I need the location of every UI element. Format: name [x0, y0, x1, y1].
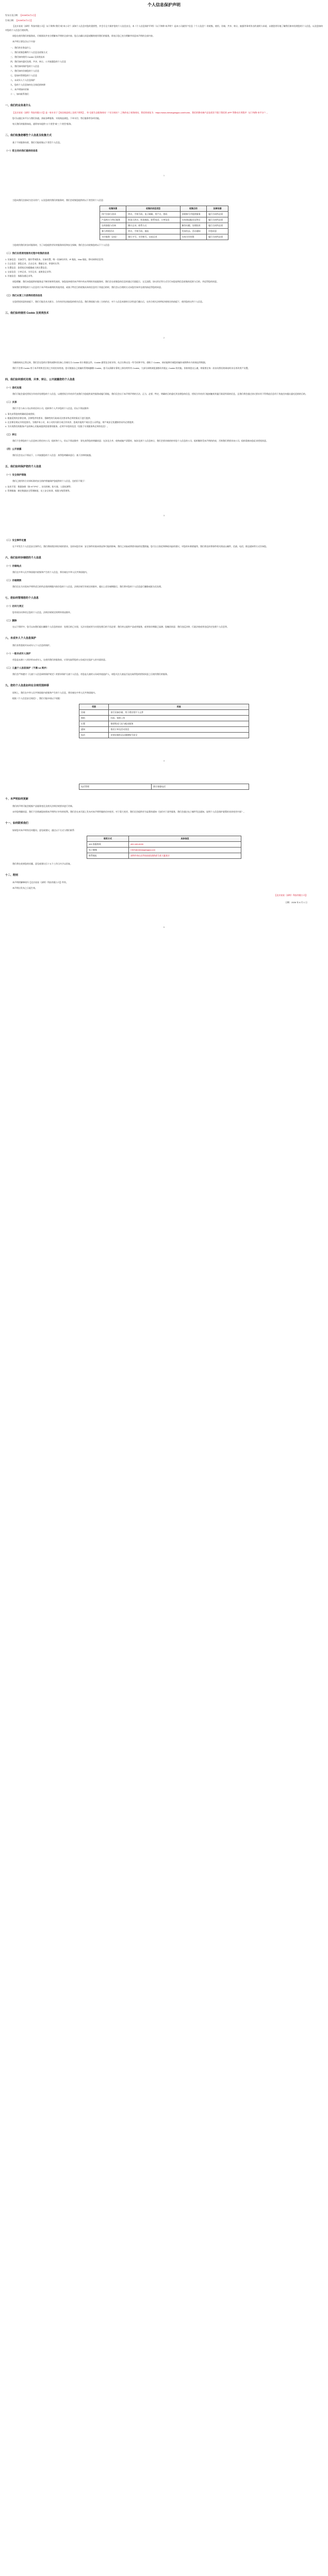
table-row	[79, 727, 249, 733]
table-cell: 经您同意	[207, 229, 228, 234]
section-heading: 八、未成年人个人信息保护	[5, 637, 37, 640]
table-cell: 履行合同所必需	[207, 212, 228, 217]
section-paragraph: 我们仅会在以下情况下，公开披露您的个人信息：获得您明确同意后；基于法律的披露。	[12, 454, 93, 456]
page-number: 2	[163, 336, 165, 339]
table-cell: 推送订单及活动消息	[109, 727, 249, 733]
toc-item[interactable]: 四、我们如何委托处理、共享、转让、公开披露您的个人信息	[10, 60, 66, 63]
toc-item[interactable]: 八、未成年人个人信息保护	[10, 79, 35, 81]
table-row	[87, 842, 241, 848]
table-cell: 收货人姓名、收货地址、联系电话、订单信息	[126, 217, 180, 223]
table-cell: 完成商品配送及售后	[180, 217, 206, 223]
permission-table-continued	[79, 784, 249, 790]
subsection-heading: （四）公开披露	[5, 448, 22, 450]
table-row	[100, 234, 228, 240]
page-number: 5	[163, 926, 165, 928]
table-row	[100, 229, 228, 234]
subsection-heading: （三）转让	[5, 433, 17, 436]
subsection-heading: （一）您主动向我们提供的信息	[5, 149, 38, 152]
table-cell: 产品购买与售后服务	[100, 217, 126, 223]
effective-value: 【2026年6月1日】	[15, 19, 33, 22]
toc-item[interactable]: 六、我们如何存储您的个人信息	[10, 70, 39, 72]
section-paragraph: 我们不会将您的个人信息转让给任何公司、组织和个人，但以下情况除外：事先获得您的明确同意；在涉及合并、收购或破产清算时，如涉及到个人信息转让，我们会要求新的持有您个人信息的公司、组织继续受本声明的约束，否则我们将要求该公司、组织重新向您征求授权同意。	[12, 439, 268, 442]
toc-item[interactable]: 九、您的个人信息如何在全球范围转移	[10, 83, 45, 86]
subsection-heading: （一）委托处理	[5, 386, 22, 389]
section-heading: 三、我们如何使用 Cookie 及同类技术	[5, 312, 49, 315]
page-title: 个人信息保护声明	[147, 3, 181, 7]
section-paragraph: 我们的声明可能会根据产品服务变化及相关法律法规要求进行更新。	[12, 805, 74, 807]
section-heading: 十、本声明如何更新	[5, 798, 29, 801]
section-paragraph: 我们可能会委托授权合作伙伴处理您的个人信息，以便授权合作伙伴代表我们为您提供某些服务或履行职能。我们仅会出于本声明声明的合法、正当、必要、特定、明确的目的委托其处理您的信息，授权合作伙伴只能接触到其履行职责所需的信息，且我们将会通过协议要求其不得将此信息用于其他任何超出委托范围的目的。	[12, 393, 307, 395]
table-cell: 在线客服与咨询	[100, 223, 126, 229]
section-paragraph: 我们不会与本公司以外的任何公司、组织和个人共享您的个人信息，但以下情况除外：	[12, 407, 91, 410]
table-row	[79, 710, 249, 716]
document-page	[0, 3, 328, 929]
table-cell: 推荐附近门店与配送服务	[109, 721, 249, 727]
section-paragraph: 当您使用我们的各项服务时，为了向您提供更好的服务体验和安全保障，我们会自动收集您的以下个人信息：	[12, 244, 111, 246]
subsection-heading: （二）我们在您使用服务过程中收集的信息	[5, 252, 50, 255]
page-number: 1	[163, 174, 165, 177]
table-row	[100, 212, 228, 217]
permission-table	[79, 704, 249, 738]
list-item: 5. 其他信息：客服沟通记录等。	[5, 275, 35, 277]
section-paragraph: 原则上，我们在中华人民共和国境内收集和产生的个人信息，将存储在中华人民共和国境内。	[12, 691, 97, 694]
section-paragraph: 我们在中华人民共和国境内收集和产生的个人信息，将存储在中华人民共和国境内。	[12, 571, 89, 573]
section-paragraph: 本声明的解释权归【北京星星（深圳）科技有限公司】所有。	[12, 881, 68, 884]
page-number: 4	[163, 759, 165, 762]
table-cell: 履行合同所必需	[207, 217, 228, 223]
subsection-heading: （一）安全保护措施	[5, 473, 26, 476]
table-row	[79, 733, 249, 738]
table-of-contents	[10, 46, 323, 96]
signature-company	[5, 893, 307, 897]
table-cell: 参与营销活动	[100, 229, 126, 234]
address-value: 深圳市南山区科技园某某路某号某大厦某层	[128, 853, 241, 859]
section-heading: 七、您如何管理您的个人信息	[5, 597, 39, 600]
table-cell: 相机	[79, 716, 109, 721]
section-paragraph: 【北京星星（深圳）科技有限公司】是一家专业于【家居商品线上及线下销售】，有“全面生态服务网站”（“官方网站”）之称的电子商务网站，我们的网址为：https://www.chewegiangsa.com/home，我们的移动端产品包括但不限于我们的 APP 等移动应用程序（以下统称“本平台”）。	[12, 111, 269, 114]
list-item: 1. 事先获得您的明确同意或授权；	[5, 413, 37, 415]
section-paragraph: 我们不会将 Cookie 用于本声明所述目的之外的任何用途。您可根据自己的偏好管理或删除 Cookie。您可以清除计算机上保存的所有 Cookie，大部分网络浏览器都设有阻止 Cookie 的功能。但如果您这么做，则需要在每一次访问我们的网站时亲自更改用户设置。	[12, 367, 250, 369]
table-cell: 电话	[79, 733, 109, 738]
section-paragraph: 我们仅在为实现本声明所述目的所必需的期限内保存您的个人信息，法律法规另有规定的除外。超出上述存储期限后，我们将对您的个人信息进行删除或匿名化处理。	[12, 585, 163, 588]
table-row	[100, 217, 228, 223]
section-heading: 九、您的个人信息如何在全球范围转移	[5, 684, 50, 687]
list-item: 4. 交易信息：订单记录、支付记录、退换货记录等；	[5, 270, 53, 273]
section-paragraph: 当您向我们注册成为会员用户，以及您使用我们的服务时，我们会收集您提供的以下类型的个人信息：	[12, 199, 105, 201]
table-header: 用途	[109, 704, 249, 710]
table-row	[87, 848, 241, 853]
list-item: 2. 管理措施：制定数据安全管理制度、员工安全培训、权限分级管理等。	[5, 489, 72, 492]
section-paragraph: 在不幸发生个人信息安全事件后，我们将按照法律法规的要求，及时向您告知：安全事件的基本情况和可能的影响、我们已采取或将要采取的处置措施、您可自主防范和降低风险的建议、对您的补救措施等。我们将及时将事件相关情况以邮件、信函、电话、推送通知等方式告知您。	[12, 545, 268, 548]
section-heading: 十一、如何联系我们	[5, 822, 29, 825]
section-heading: 一、我们的业务是什么	[5, 104, 31, 107]
table-header: 收集场景	[100, 206, 126, 212]
section-heading: 六、我们如何存储您的个人信息	[5, 556, 42, 560]
subsection-heading: （三）我们从第三方获得的您的信息	[5, 294, 42, 297]
section-heading: 十二、附则	[5, 874, 19, 877]
list-item: 4. 为实现我们的服务/产品的核心功能或提供您需要的服务，必须共享您的信息（仅限于实现服务所必须的信息）。	[5, 425, 109, 428]
list-item: 3. 位置信息：您授权后的精确或大致位置信息；	[5, 266, 49, 269]
table-cell: 银行卡号、支付账号、交易记录	[126, 234, 180, 240]
subsection-heading: （二）删除	[5, 619, 17, 622]
intro-paragraph: 请您在使用我们的服务前，仔细阅读并充分理解本声明的全部内容。您点击确认同意或继续使用我们的服务，即表示您已充分理解并同意本声明的全部内容。	[12, 35, 155, 37]
table-cell: 姓名、手机号码、电子邮箱、用户名、密码	[126, 212, 180, 217]
toc-item[interactable]: 三、我们如何使用 Cookie 及同类技术	[10, 56, 45, 58]
table-header: 权限	[79, 704, 109, 710]
list-item: 3. 在法律法规允许的范围内，为维护本公司、本公司的关联方或合作伙伴、您或其他用户或社会公众利益、财产或安全免遭损害而有必要提供；	[5, 421, 136, 423]
contact-table	[87, 836, 241, 859]
section-paragraph: 您可以通过本平台与我们沟通，获取各种服务，实现商品浏览、下单支付、售后服务等各项功能。	[12, 117, 101, 120]
table-header: 收集的信息类型	[126, 206, 180, 212]
table-cell: 用户注册与登录	[100, 212, 126, 217]
table-row	[100, 223, 228, 229]
list-item: 2. 日志信息：浏览记录、点击记录、搜索记录、停留时长等；	[5, 262, 61, 265]
list-item: 2. 根据适用的法律法规、法律程序的要求、强制性的行政或司法要求所必须的情况下进行提供；	[5, 417, 92, 419]
toc-item[interactable]: 二、我们收集您哪些个人信息及收集方式	[10, 51, 47, 54]
table-cell: 电话管理	[79, 784, 152, 790]
table-cell: 发放奖品、活动通知	[180, 229, 206, 234]
table-cell: 电子邮箱	[87, 848, 129, 853]
publish-value: 【2026年6月1日】	[20, 14, 37, 16]
section-paragraph: 我们非常重视对未成年人个人信息的保护。	[12, 644, 52, 647]
table-header: 收集目的	[180, 206, 206, 212]
table-cell: 存储	[79, 710, 109, 716]
table-cell: 400 客服热线	[87, 842, 129, 848]
subsection-heading: （二）安全事件处置	[5, 539, 26, 541]
table-row	[79, 716, 249, 721]
signature-date: 日期：2026 年 6 月 1 日	[285, 901, 307, 904]
section-paragraph: 在您授权同意的前提下，我们可能会从关联方、合作伙伴处获取您的相关信息。我们将依据与第三方的约定、对个人信息来源的合法性进行确认后，在符合相关法律和法规规定的前提下，使用您的这些个人信息。	[12, 300, 204, 303]
table-cell: 聊天记录、联系方式	[126, 223, 180, 229]
table-cell: 履行合同所必需	[207, 223, 228, 229]
effective-line	[5, 19, 323, 23]
toc-item[interactable]: 一、我们的业务是什么	[10, 46, 31, 49]
toc-item[interactable]: 十一、如何联系我们	[10, 93, 29, 95]
table-header-row	[100, 206, 228, 212]
effective-label: 生效日期：	[5, 19, 15, 22]
table-row	[79, 721, 249, 727]
table-cell: 支付服务（必选）	[100, 234, 126, 240]
table-cell: 履行合同所必需	[207, 234, 228, 240]
list-item: 1. 技术手段：数据加密（如 HTTPS）、访问控制、防火墙、入侵检测等；	[5, 485, 73, 488]
table-header: 联系方式	[87, 836, 129, 842]
table-cell: 拨打客服电话	[152, 784, 249, 790]
publish-label: 发布方及日期：	[5, 14, 20, 16]
subsection-heading: （一）存储地点	[5, 565, 22, 567]
subsection-heading: （二）儿童个人信息保护（不满 14 周岁）	[5, 667, 49, 669]
toc-item[interactable]: 七、您如何管理您的个人信息	[10, 74, 37, 77]
intro-paragraph: 本声明主要包含以下内容：	[12, 40, 37, 43]
table-cell: 位置	[79, 721, 109, 727]
section-paragraph: 请您理解，我们向您提供的服务是不断更新和发展的，如您选择使用本声明中尚未列明的其他服务时，我们会在收集您的信息时通过页面提示、交互流程、协议约定等方式另行向您说明信息收集的范围与目的，并征得您的同意。	[12, 280, 219, 283]
table-cell: 通知	[79, 727, 109, 733]
table-header: 法律依据	[207, 206, 228, 212]
section-paragraph: 如果您对本声明有任何疑问、意见或建议，通过以下方式与我们联系：	[12, 829, 76, 832]
table-row	[79, 784, 249, 790]
hotline-value[interactable]: 400-165-8155	[128, 842, 241, 848]
table-header-row	[79, 704, 249, 710]
publish-line	[5, 13, 323, 18]
table-cell: 扫码、拍照上传	[109, 716, 249, 721]
toc-item[interactable]: 十、本声明如何更新	[10, 88, 29, 91]
toc-item[interactable]: 五、我们如何保护您的个人信息	[10, 65, 39, 67]
table-cell: 联系地址	[87, 853, 129, 859]
section-paragraph: 在以下情形中，您可以向我们提出删除个人信息的请求：处理目的已实现、无法实现或者为实现处理目的不再必要；我们停止提供产品或者服务，或者保存期限已届满；您撤回同意；我们违反法律、行政法规或者违反约定处理个人信息等。	[12, 625, 229, 628]
section-paragraph: 我们已使用符合业界标准的安全防护措施保护您提供的个人信息，包括但不限于：	[12, 480, 87, 482]
section-paragraph: 如果我们要将您的个人信息用于本声明未载明的其他用途，或基于特定目的收集而来的信息用于其他目的时，我们会以合理的方式向您告知并在使用前征得您的同意。	[12, 286, 163, 289]
subsection-heading: （一）一般未成年人保护	[5, 652, 31, 655]
table-cell: 创建账号并提供服务	[180, 212, 206, 217]
section-paragraph: 每天我们的服务如流，通常每年提供“五个类型”或“三个类型”服务。	[12, 123, 73, 125]
section-paragraph: 基于不同服务场景，我们可能收集以下类型个人信息。	[12, 141, 62, 144]
section-paragraph: 为确保网站正常运转，我们会在您的计算机或移动设备上存储名为 Cookie 的小数据文件。Cookie 通常包含标识符、站点名称以及一些号码和字符。借助于 Cookie，网站能够存储您的偏好或购物车内的商品等数据。	[12, 361, 207, 364]
email-link[interactable]: CWG@chewegiangsa.com	[128, 848, 241, 853]
table-header-row	[87, 836, 241, 842]
subsection-heading: （二）存储期限	[5, 579, 22, 582]
table-cell: 识别设备状态以保障账号安全	[109, 733, 249, 738]
page-number: 3	[163, 514, 165, 517]
subsection-heading: （一）访问与更正	[5, 605, 24, 607]
section-heading: 四、我们如何委托处理、共享、转让、公开披露您的个人信息	[5, 378, 75, 381]
section-paragraph: 若您是未满十八周岁的未成年人，在使用我们的服务前，应事先取得您的父母或法定监护人的书面同意。	[12, 658, 107, 661]
section-paragraph: 本声明自发布之日起生效。	[12, 887, 37, 889]
section-paragraph: 您有权访问和更正您的个人信息，法律法规规定的例外情况除外。	[12, 611, 72, 614]
section-paragraph: 我们将在收到您的问题、意见或建议后十五个工作日内予以回复。	[12, 862, 72, 865]
table-cell: 读写设备存储，用于缓存图片与文件	[109, 710, 249, 716]
intro-paragraph: 【北京星星（深圳）科技有限公司】（以下简称“我们”或“本公司”）深知个人信息对您的重要性，并会尽全力保护您的个人信息安全。本《个人信息保护声明》（以下简称“本声明”）是本公司就用户信息（“个人信息”）的收集、使用、存储、共享、转让、披露等事项作出的说明与承诺，以便您更好地了解我们如何处理您的个人信息，以及您如何对您的个人信息行使权利。	[5, 25, 323, 31]
table-cell: 解答问题、处理投诉	[180, 223, 206, 229]
list-item: 1. 设备信息：设备型号、操作系统版本、设备设置、唯一设备标识符、IP 地址、Mac 地址、移动网络信息等；	[5, 258, 105, 261]
table-row	[87, 853, 241, 859]
section-paragraph: 未经您明确同意，我们不会削减您按照本声明所应享有的权利。我们会在本页面上发布对本声明所做的任何变更。对于重大变更，我们还会提供更为显著的通知（包括对于某些服务，我们会通过电子邮件发送通知，说明个人信息保护政策的具体变更内容）。	[12, 810, 245, 813]
info-collection-table	[100, 206, 228, 240]
subsection-heading: （二）共享	[5, 401, 17, 403]
section-paragraph: 我们会严格遵守《儿童个人信息网络保护规定》的要求保护儿童个人信息。若您是儿童的父母或其他监护人，请您关注儿童是否是在取得您的授权同意之后使用我们的服务。	[12, 673, 169, 675]
section-paragraph: 根据《个人信息安全规范》，我们可能申请以下权限：	[12, 697, 62, 700]
table-header: 具体信息	[128, 836, 241, 842]
table-cell: 完成支付结算	[180, 234, 206, 240]
company-name: 【北京星星（深圳）科技有限公司】	[274, 894, 307, 896]
table-cell: 姓名、手机号码、地址	[126, 229, 180, 234]
section-heading: 五、我们如何保护您的个人信息	[5, 465, 42, 468]
section-heading: 二、我们收集您哪些个人信息及收集方式	[5, 134, 52, 137]
